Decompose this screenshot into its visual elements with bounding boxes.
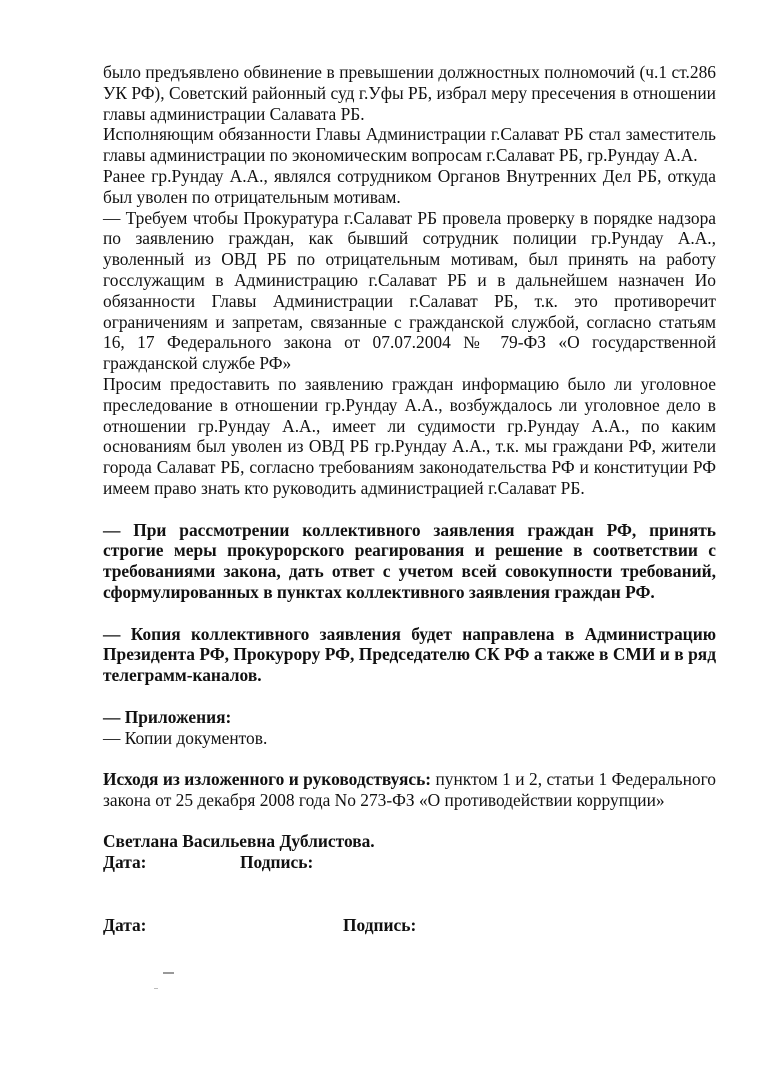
scan-artifact [163, 972, 174, 974]
paragraph-charges: было предъявлено обвинение в превышении должностных полномочий (ч.1 ст.286 УК РФ), Советский районный суд г.Уфы РБ, избрал меру пресечения в отношении главы администрации Салавата РБ. [103, 62, 716, 124]
spacer [103, 894, 716, 915]
spacer [103, 499, 716, 520]
signature-line-1 [103, 852, 716, 873]
spacer [103, 873, 716, 894]
paragraph-demand-measures: — При рассмотрении коллективного заявления граждан РФ, принять строгие меры прокурорского реагирования и решение в соответствии с требованиями закона, дать ответ с учетом всей совокупности требований, сформулированных в пунктах коллективного заявления граждан РФ. [103, 519, 716, 602]
signature-label: Подпись: [343, 914, 417, 935]
spacer [103, 686, 716, 707]
signature-line-2 [103, 915, 716, 936]
spacer [103, 748, 716, 769]
document-page [103, 62, 716, 935]
signature-label: Подпись: [240, 852, 314, 873]
date-label: Дата: [103, 914, 147, 935]
paragraph-legal-basis [103, 769, 716, 811]
legal-basis-lead: Исходя из изложенного и руководствуясь: [103, 769, 432, 790]
paragraph-demand-inspection: — Требуем чтобы Прокуратура г.Салават РБ провела проверку в порядке надзора по заявлению граждан, как бывший сотрудник полиции гр.Рундау А.А., уволенный из ОВД РБ по отрицательным мотивам, был принять на работу госслужащим в Администрацию г.Салават РБ и в дальнейшем назначен Ио обязанности Главы Администрации г.Салават РБ, т.к. это противоречит ограничениям и запретам, связанные с гражданской службой, согласно статьям 16, 17 Федерального закона от 07.07.2004 № 79-ФЗ «О государственной гражданской службе РФ» [103, 207, 716, 374]
signer-name: Светлана Васильевна Дублистова. [103, 831, 375, 852]
attachments-heading: — Приложения: [103, 706, 232, 727]
attachments-item: — Копии документов. [103, 727, 268, 748]
scan-artifact [154, 988, 158, 989]
legal-basis-text: пунктом 1 и 2, статьи 1 Федерального закона от 25 декабря 2008 года No 273-ФЗ «О противодействии коррупции» [103, 769, 716, 810]
spacer [103, 603, 716, 624]
paragraph-information-request: Просим предоставить по заявлению граждан информацию было ли уголовное преследование в отношении гр.Рундау А.А., возбуждалось ли уголовное дело в отношении гр.Рундау А.А., имеет ли судимости гр.Рундау А.А., по каким основаниям был уволен из ОВД РБ гр.Рундау А.А., т.к. мы граждани РФ, жители города Салават РБ, согласно требованиям законодательства РФ и конституции РФ имеем право знать кто руководить администрацией г.Салават РБ. [103, 373, 716, 498]
paragraph-background: Ранее гр.Рундау А.А., являлся сотрудником Органов Внутренних Дел РБ, откуда был уволен по отрицательным мотивам. [103, 165, 716, 207]
paragraph-acting-head: Исполняющим обязанности Главы Администрации г.Салават РБ стал заместитель главы администрации по экономическим вопросам г.Салават РБ, гр.Рундау А.А. [103, 124, 716, 166]
spacer [103, 811, 716, 832]
paragraph-copy-notice: — Копия коллективного заявления будет направлена в Администрацию Президента РФ, Прокурору РФ, Председателю СК РФ а также в СМИ и в ряд телеграмм-каналов. [103, 623, 716, 686]
date-label: Дата: [103, 852, 147, 873]
